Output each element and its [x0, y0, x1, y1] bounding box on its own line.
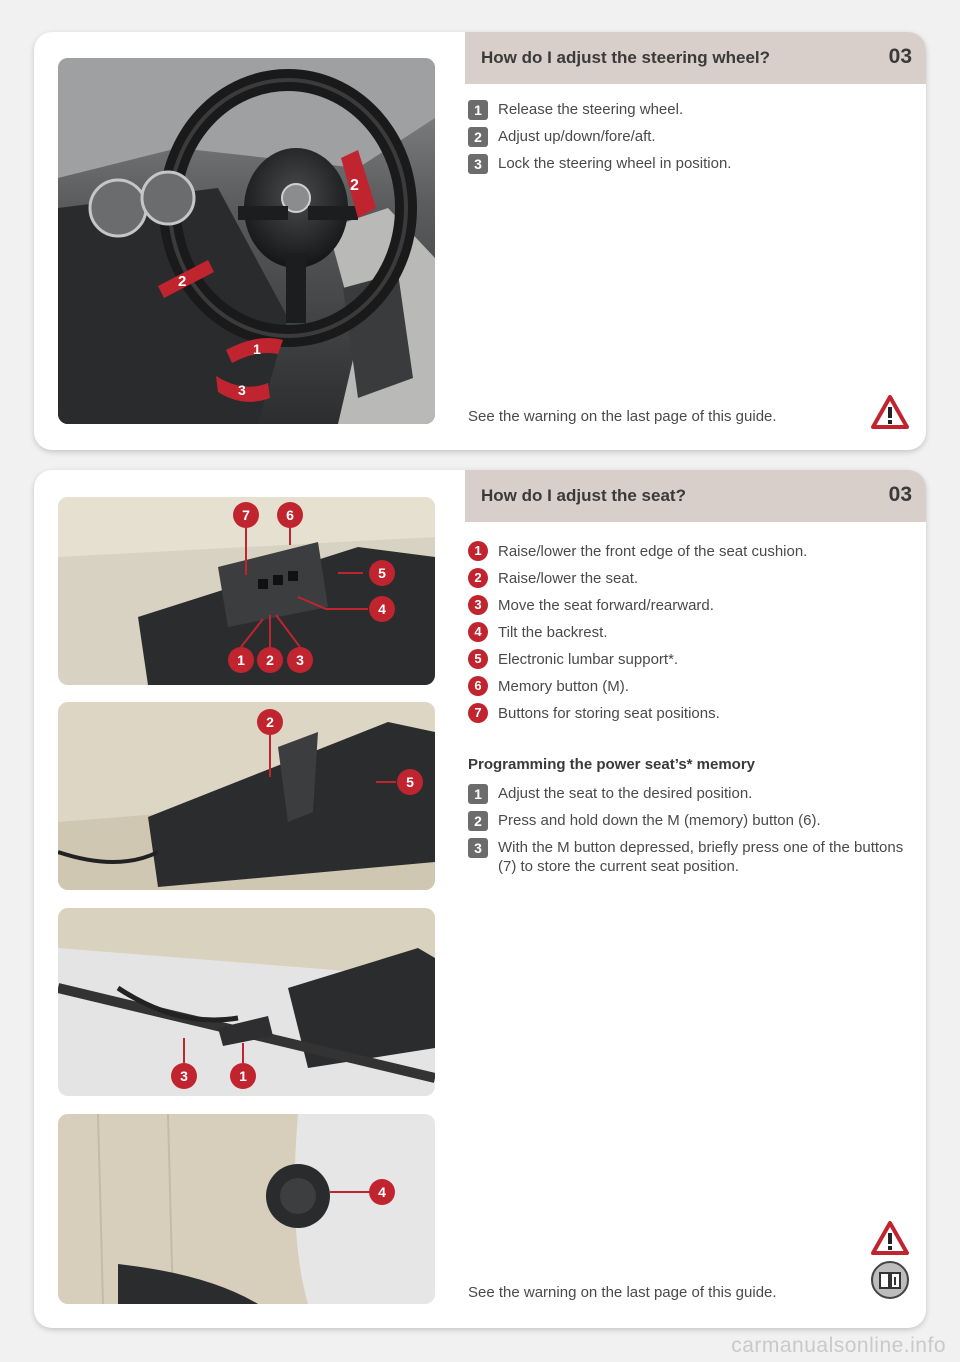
step-number: 3: [468, 838, 488, 858]
warning-note: See the warning on the last page of this guide.: [468, 408, 777, 425]
section-number: 03: [888, 483, 912, 506]
steering-steps-list: [468, 100, 731, 181]
list-item: [468, 100, 731, 119]
list-item: [468, 542, 807, 561]
warning-note: See the warning on the last page of this guide.: [468, 1284, 777, 1301]
callout-label: 3: [296, 652, 304, 668]
list-item: [468, 704, 807, 723]
list-item: [468, 127, 731, 146]
warning-triangle-icon: [870, 1220, 910, 1256]
step-text: Electronic lumbar support*.: [498, 651, 679, 668]
list-item: [468, 650, 807, 669]
step-text: Memory button (M).: [498, 678, 629, 695]
seat-height-illustration: [58, 702, 435, 890]
arrow-label: 3: [238, 382, 246, 398]
step-number: 5: [468, 649, 488, 669]
list-item: [468, 569, 807, 588]
memory-steps-list: [468, 784, 908, 884]
callout-label: 3: [180, 1068, 188, 1084]
section-title: How do I adjust the steering wheel?: [481, 48, 771, 67]
seat-card: [34, 470, 926, 1328]
arrow-label: 2: [178, 273, 187, 290]
section-header: [465, 32, 926, 84]
step-number: 2: [468, 811, 488, 831]
seat-controls-illustration: [58, 497, 435, 685]
section-header: [465, 470, 926, 522]
list-item: [468, 154, 731, 173]
list-item: [468, 838, 908, 876]
list-item: [468, 677, 807, 696]
arrow-label: 1: [253, 341, 261, 357]
seat-slide-illustration: [58, 908, 435, 1096]
step-number: 7: [468, 703, 488, 723]
callout-label: 5: [406, 774, 414, 790]
backrest-knob-illustration: [58, 1114, 435, 1304]
callout-label: 2: [266, 714, 274, 730]
seat-steps-list: [468, 542, 807, 731]
step-number: 1: [468, 541, 488, 561]
step-text: Adjust the seat to the desired position.: [498, 785, 753, 802]
callout-label: 1: [239, 1068, 247, 1084]
steering-wheel-illustration: [58, 58, 435, 424]
step-text: Release the steering wheel.: [498, 101, 684, 118]
list-item: [468, 784, 908, 803]
step-number: 3: [468, 154, 488, 174]
arrow-label: 2: [350, 177, 359, 194]
step-text: With the M button depressed, briefly press one of the buttons (7) to store the current seat position.: [498, 839, 904, 875]
step-number: 2: [468, 568, 488, 588]
owners-manual-icon: [870, 1260, 910, 1300]
step-text: Tilt the backrest.: [498, 624, 608, 641]
step-number: 2: [468, 127, 488, 147]
callout-label: 5: [378, 565, 386, 581]
step-text: Buttons for storing seat positions.: [498, 705, 720, 722]
list-item: [468, 623, 807, 642]
callout-label: 1: [237, 652, 245, 668]
watermark: carmanualsonline.info: [731, 1334, 946, 1357]
step-text: Press and hold down the M (memory) button (6).: [498, 812, 821, 829]
step-text: Move the seat forward/rearward.: [498, 597, 714, 614]
section-number: 03: [888, 45, 912, 68]
step-text: Raise/lower the front edge of the seat cushion.: [498, 543, 808, 560]
memory-heading: Programming the power seat’s* memory: [468, 756, 756, 773]
callout-label: 4: [378, 601, 386, 617]
step-text: Raise/lower the seat.: [498, 570, 639, 587]
step-number: 3: [468, 595, 488, 615]
step-text: Adjust up/down/fore/aft.: [498, 128, 656, 145]
callout-label: 4: [378, 1184, 386, 1200]
callout-label: 7: [242, 507, 250, 523]
step-number: 6: [468, 676, 488, 696]
callout-label: 6: [286, 507, 294, 523]
list-item: [468, 811, 908, 830]
step-number: 4: [468, 622, 488, 642]
step-number: 1: [468, 784, 488, 804]
section-title: How do I adjust the seat?: [481, 486, 686, 505]
warning-triangle-icon: [870, 394, 910, 430]
steering-card: [34, 32, 926, 450]
step-text: Lock the steering wheel in position.: [498, 155, 732, 172]
step-number: 1: [468, 100, 488, 120]
list-item: [468, 596, 807, 615]
callout-label: 2: [266, 652, 274, 668]
